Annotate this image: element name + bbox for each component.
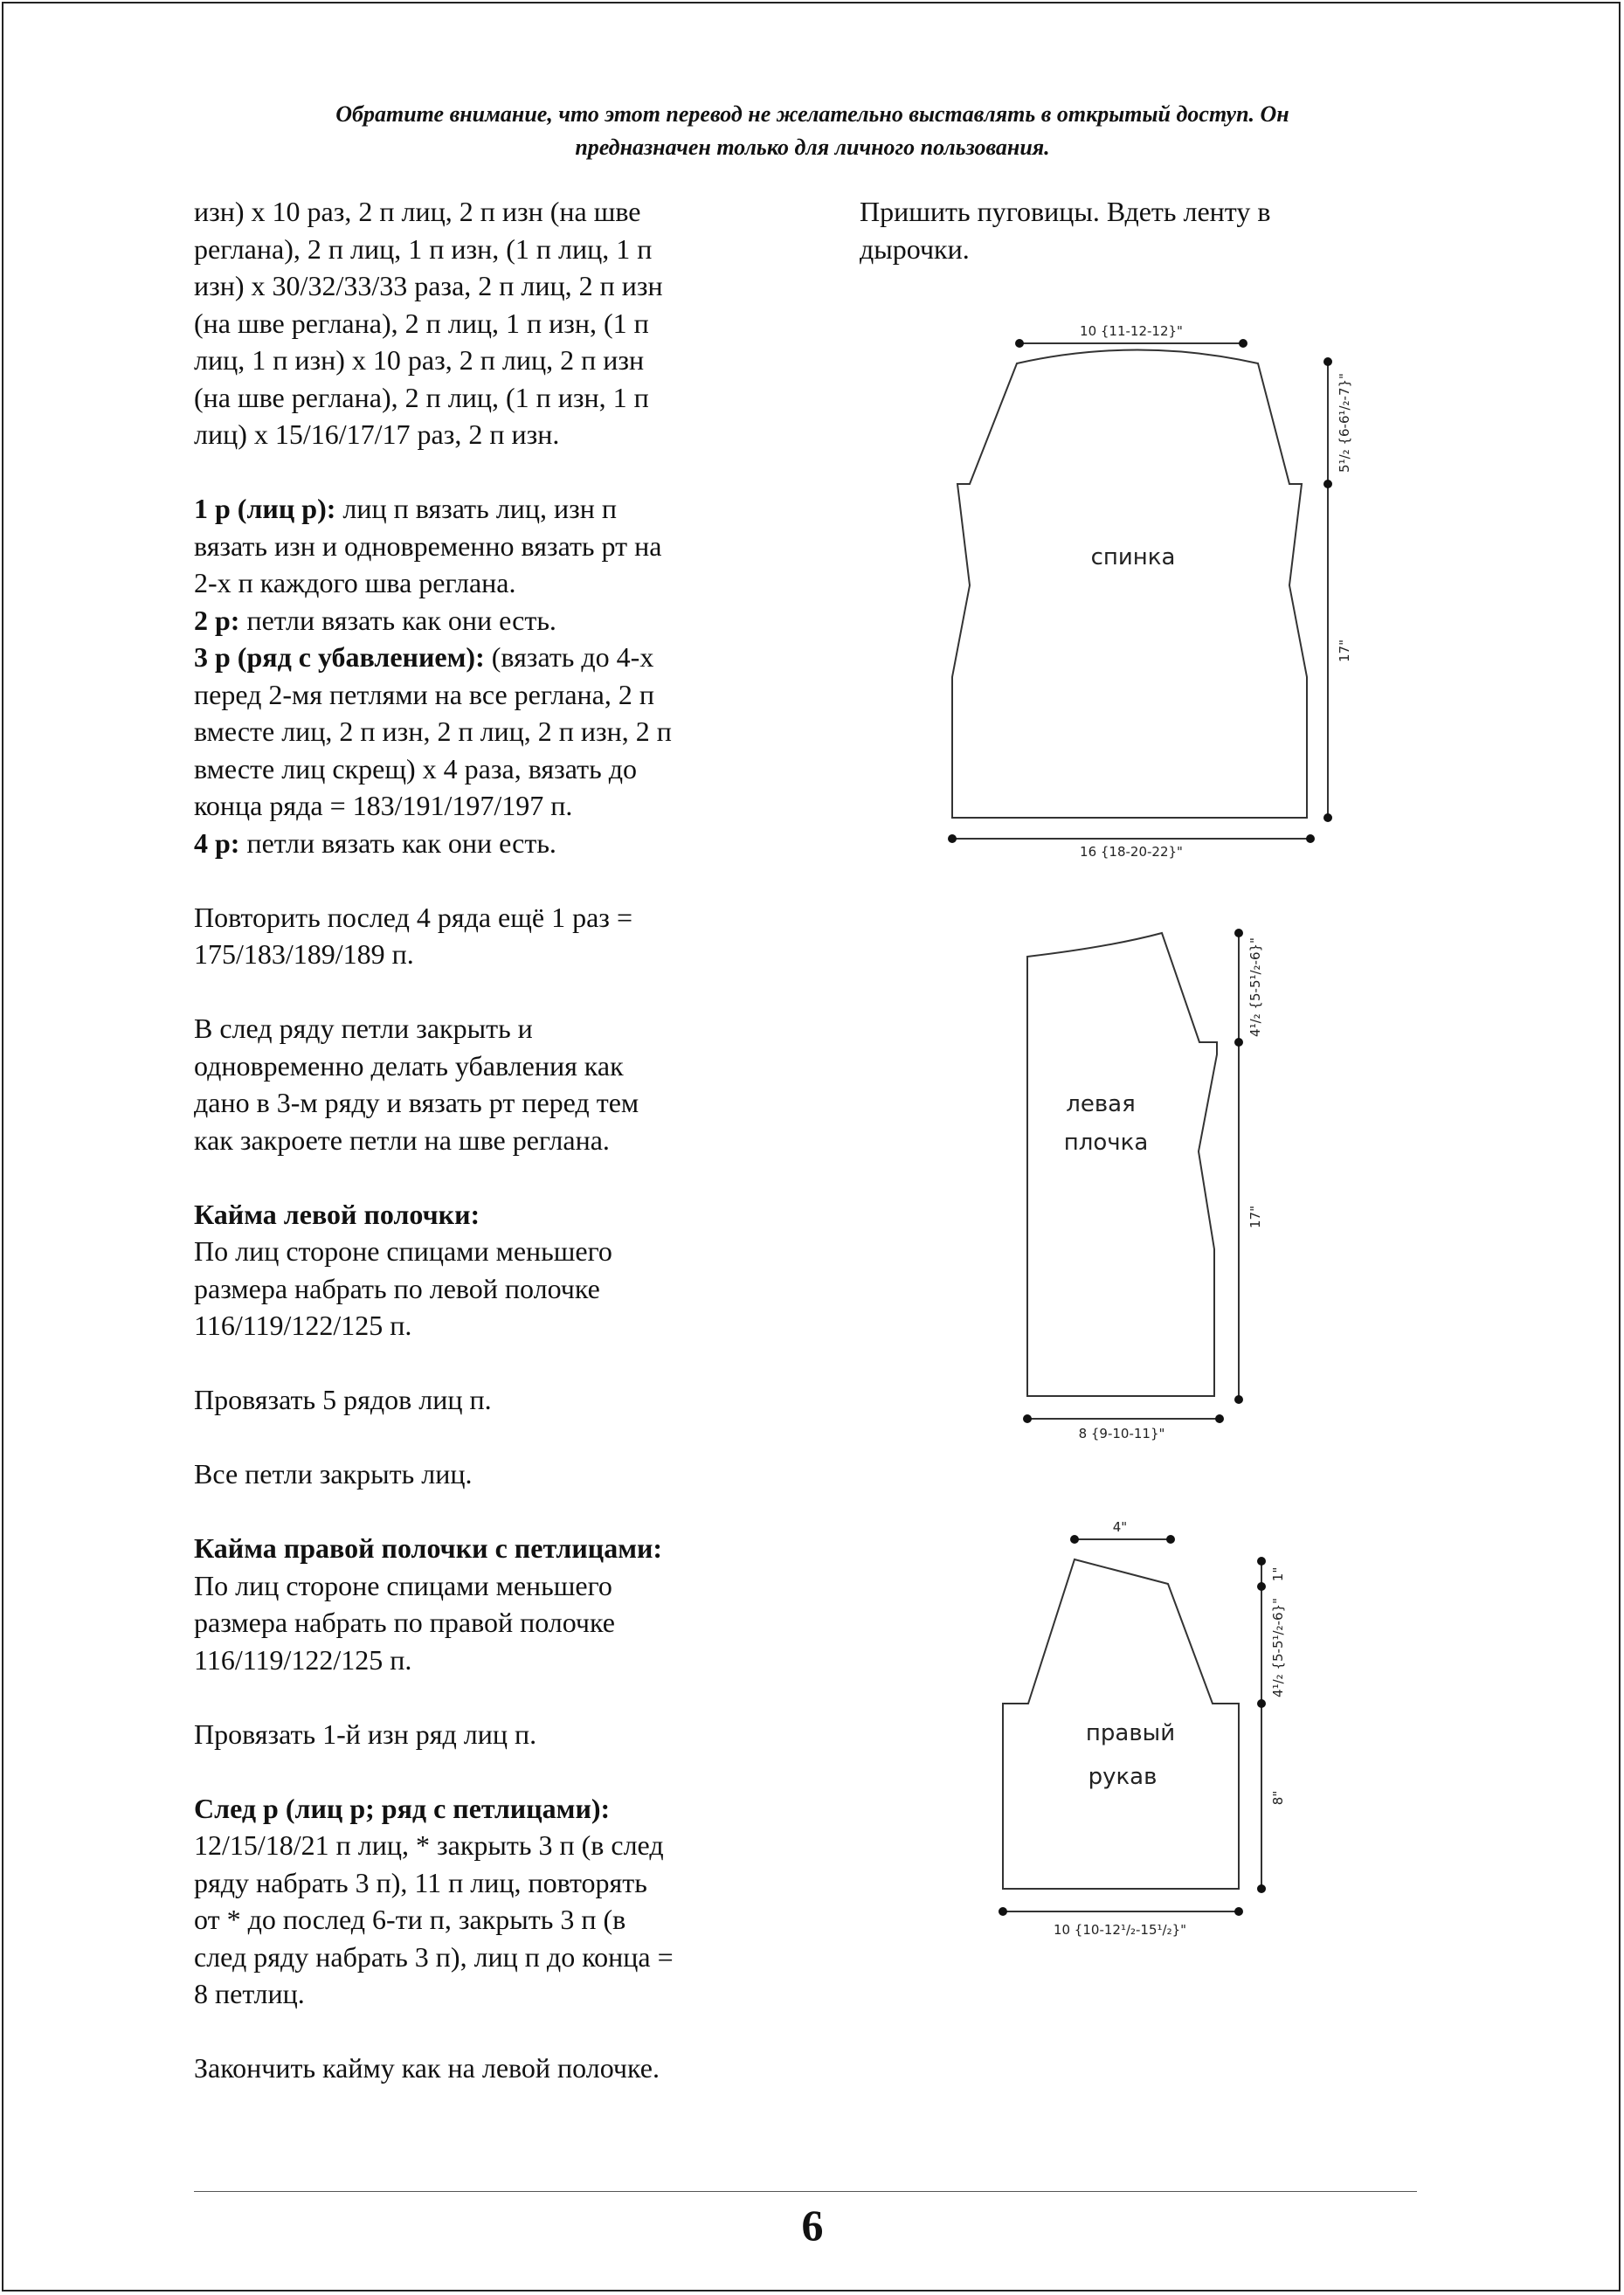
back-outline <box>952 350 1307 819</box>
left-front-outline <box>1027 933 1217 1396</box>
left-front-label-line-2: плочка <box>1063 1130 1149 1156</box>
left-front-bottom-dim: 8 {9-10-11}" <box>1078 1426 1165 1441</box>
knit-1-row: Провязать 1-й изн ряд лиц п. <box>194 1718 537 1750</box>
left-front-side-dim: 17" <box>1247 1206 1263 1228</box>
row-2-heading: 2 р: <box>194 604 240 636</box>
right-sleeve-side-dim: 8" <box>1270 1790 1286 1806</box>
buttonhole-row-heading: След р (лиц р; ряд с петлицами): <box>194 1792 611 1824</box>
back-bottom-dim: 16 {18-20-22}" <box>1080 844 1183 860</box>
knit-5-rows: Провязать 5 рядов лиц п. <box>194 1384 492 1415</box>
back-side-top-dim: 5¹/₂ {6-6¹/₂-7}" <box>1337 373 1352 473</box>
back-side-dim: 17" <box>1337 639 1352 662</box>
buttons-instruction-line-1: Пришить пуговицы. Вдеть ленту в <box>860 196 1271 227</box>
right-sleeve-label-line-2: рукав <box>1088 1764 1158 1790</box>
back-schematic-svg <box>926 306 1380 874</box>
close-paragraph: В след ряду петли закрыть и одновременно делать убавления как дано в 3-м ряду и вязать рт перед тем как закроете петли на шве реглана. <box>194 1013 639 1156</box>
left-front-side-top-dim: 4¹/₂ {5-5¹/₂-6}" <box>1247 937 1263 1037</box>
right-sleeve-side-mid-dim: 4¹/₂ {5-5¹/₂-6}" <box>1270 1598 1286 1697</box>
right-column <box>860 193 1454 267</box>
back-top-dim: 10 {11-12-12}" <box>1080 323 1183 339</box>
left-band-section: Кайма левой полочки: По лиц стороне спицами меньшего размера набрать по левой полочке 116/119/122/125 п. <box>194 1196 788 1345</box>
right-sleeve-top-dim: 4" <box>1112 1519 1128 1535</box>
privacy-notice <box>175 98 1450 164</box>
buttonhole-row-section: След р (лиц р; ряд с петлицами): 12/15/18/21 п лиц, * закрыть 3 п (в след ряду набрать 3 п), 11 п лиц, повторять от * до послед 6-ти п, закрыть 3 п (в след ряду набрать 3 п), лиц п до конца = 8 петлиц. <box>194 1790 788 2013</box>
left-front-schematic <box>1005 917 1284 1459</box>
left-front-schematic-svg <box>1005 917 1284 1459</box>
notice-line-2: предназначен только для личного пользования. <box>575 135 1050 160</box>
buttons-instruction-line-2: дырочки. <box>860 232 970 265</box>
back-label: спинка <box>1090 544 1176 570</box>
row-4-heading: 4 р: <box>194 826 240 859</box>
right-sleeve-bottom-dim: 10 {10-12¹/₂-15¹/₂}" <box>1053 1922 1187 1938</box>
footer-divider <box>194 2191 1417 2192</box>
bind-off: Все петли закрыть лиц. <box>194 1458 473 1490</box>
page-number: 6 <box>801 2201 824 2250</box>
right-sleeve-schematic-svg <box>987 1511 1310 1966</box>
left-band-heading: Кайма левой полочки: <box>194 1198 480 1230</box>
finish-paragraph: Закончить кайму как на левой полочке. <box>194 2052 660 2084</box>
right-sleeve-label-line-1: правый <box>1085 1720 1176 1746</box>
left-front-label-line-1: левая <box>1066 1091 1136 1117</box>
row-1-heading: 1 р (лиц р): <box>194 493 336 524</box>
instructions-continued: изн) х 10 раз, 2 п лиц, 2 п изн (на шве реглана), 2 п лиц, 1 п изн, (1 п лиц, 1 п изн) х 30/32/33/33 раза, 2 п лиц, 2 п изн (на шве реглана), 2 п лиц, 1 п изн, (1 п лиц, 1 п изн) х 10 раз, 2 п лиц, 2 п изн (на шве реглана), 2 п лиц, (1 п изн, 1 п лиц) х 15/16/17/17 раз, 2 п изн. <box>194 196 663 450</box>
right-band-section: Кайма правой полочки с петлицами: По лиц стороне спицами меньшего размера набрать по правой полочке 116/119/122/125 п. <box>194 1530 788 1678</box>
left-column <box>194 193 788 2087</box>
row-3-heading: 3 р (ряд с убавлением): <box>194 641 485 673</box>
repeat-paragraph: Повторить послед 4 ряда ещё 1 раз = 175/183/189/189 п. <box>194 901 632 970</box>
notice-line-1: Обратите внимание, что этот перевод не желательно выставлять в открытый доступ. Он <box>335 101 1289 127</box>
right-sleeve-schematic <box>987 1511 1310 1966</box>
right-sleeve-side-top-dim: 1" <box>1270 1566 1286 1582</box>
back-schematic <box>926 306 1380 874</box>
row-instructions: 1 р (лиц р): лиц п вязать лиц, изн п вязать изн и одновременно вязать рт на 2-х п каждого шва реглана. 2 р: петли вязать как они есть. 3 р (ряд с убавлением): (вязать до 4-х перед 2-мя петлями на все реглана, 2 п вместе лиц, 2 п изн, 2 п лиц, 2 п изн, 2 п вместе лиц скрещ) х 4 раза, вязать до конца ряда = 183/191/197/197 п. 4 р: петли вязать как они есть. <box>194 493 672 859</box>
right-band-heading: Кайма правой полочки с петлицами: <box>194 1532 663 1564</box>
